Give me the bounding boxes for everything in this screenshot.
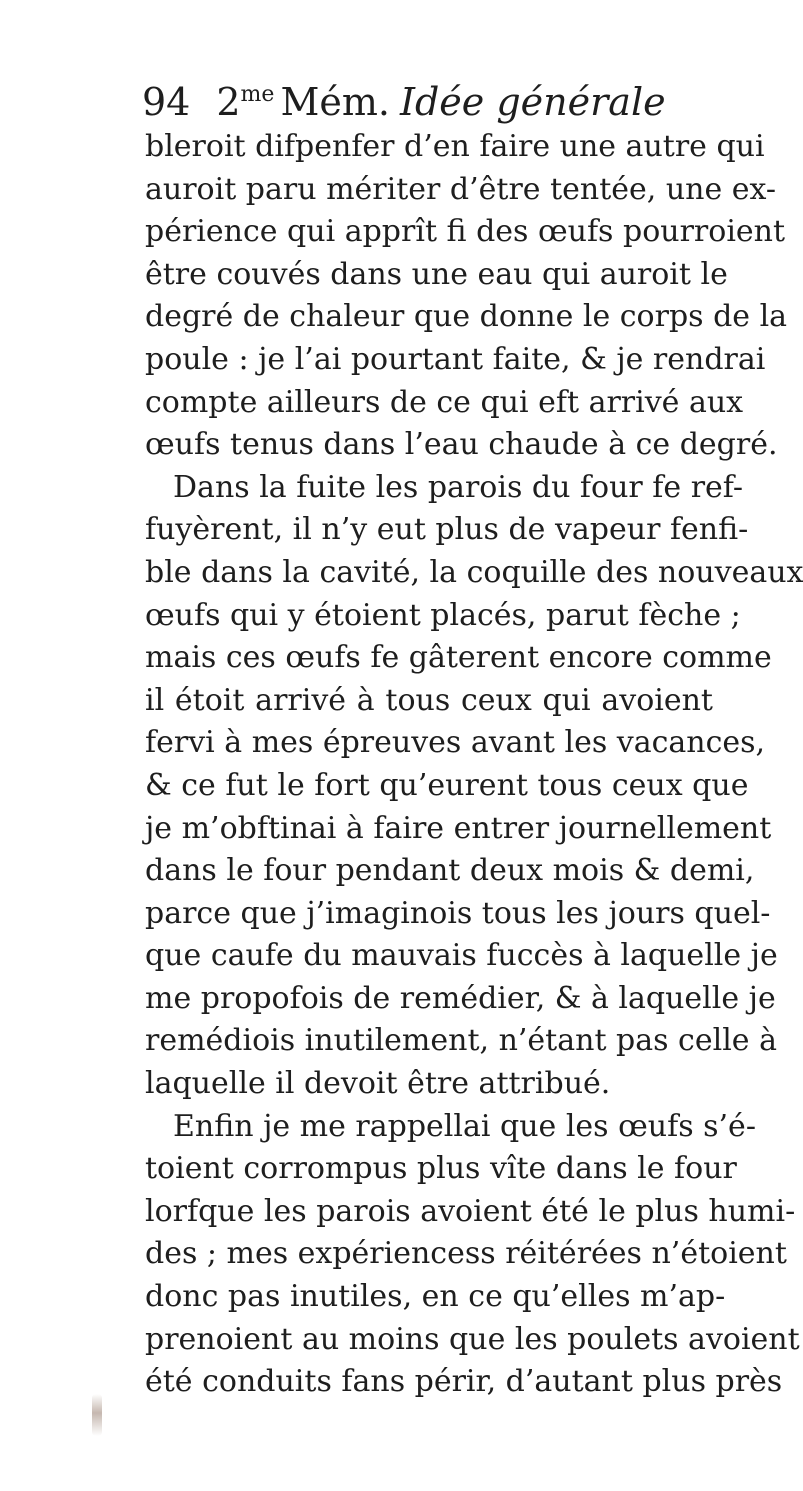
text-line: poule : je l’ai pourtant faite, & je rendrai bbox=[145, 341, 766, 377]
text-line: compte ailleurs de ce qui eft arrivé aux bbox=[145, 384, 744, 420]
paragraph-end-line: œufs tenus dans l’eau chaude à ce degré. bbox=[145, 427, 778, 463]
memoir-number: 2 bbox=[216, 80, 241, 124]
text-line: donc pas inutiles, en ce qu’elles m’ap- bbox=[145, 1279, 726, 1315]
text-line: mais ces œufs fe gâterent encore comme bbox=[145, 640, 772, 676]
text-line: me propofois de remédier, & à laquelle je bbox=[145, 980, 776, 1016]
body-text bbox=[145, 126, 803, 1404]
text-line: prenoient au moins que les poulets avoient bbox=[145, 1321, 800, 1357]
memoir-abbreviation: Mém. bbox=[280, 80, 390, 124]
text-line: parce que j’imaginois tous les jours quel- bbox=[145, 895, 771, 931]
text-line: degré de chaleur que donne le corps de la bbox=[145, 299, 788, 335]
text-line: fervi à mes épreuves avant les vacances, bbox=[145, 725, 766, 761]
text-line: remédiois inutilement, n’étant pas celle à bbox=[145, 1023, 777, 1059]
text-line: & ce fut le fort qu’eurent tous ceux que bbox=[145, 767, 749, 803]
section-title: Idée générale bbox=[399, 80, 666, 124]
paragraph-start-line: Dans la fuite les parois du four fe ref- bbox=[173, 469, 743, 505]
page-number: 94 bbox=[142, 80, 191, 124]
text-line: ble dans la cavité, la coquille des nouveaux bbox=[145, 554, 803, 590]
text-line: je m’obftinai à faire entrer journellement bbox=[145, 810, 772, 846]
text-line: des ; mes expériencess réitérées n’étoient bbox=[145, 1236, 787, 1272]
text-line: dans le four pendant deux mois & demi, bbox=[145, 853, 755, 889]
text-line: il étoit arrivé à tous ceux qui avoient bbox=[145, 682, 713, 718]
paragraph-start-line: Enfin je me rappellai que les œufs s’é- bbox=[173, 1108, 756, 1144]
text-line: que caufe du mauvais fuccès à laquelle je bbox=[145, 938, 778, 974]
text-line: auroit paru mériter d’être tentée, une ex- bbox=[145, 171, 777, 207]
ink-smudge bbox=[92, 1394, 102, 1436]
text-line: fuyèrent, il n’y eut plus de vapeur fenfi- bbox=[145, 512, 749, 548]
text-line: être couvés dans une eau qui auroit le bbox=[145, 256, 728, 292]
text-line: été conduits fans périr, d’autant plus près bbox=[145, 1364, 783, 1400]
text-line: lorfque les parois avoient été le plus humi- bbox=[145, 1193, 796, 1229]
text-line: périence qui apprît fi des œufs pourroient bbox=[145, 214, 786, 250]
memoir-suffix: me bbox=[240, 82, 275, 107]
text-line: toient corrompus plus vîte dans le four bbox=[145, 1151, 737, 1187]
running-head bbox=[142, 70, 702, 124]
text-line: bleroit difpenfer d’en faire une autre qui bbox=[145, 129, 765, 164]
text-line: œufs qui y étoient placés, parut fèche ; bbox=[145, 597, 741, 633]
paragraph-end-line: laquelle il devoit être attribué. bbox=[145, 1066, 611, 1102]
